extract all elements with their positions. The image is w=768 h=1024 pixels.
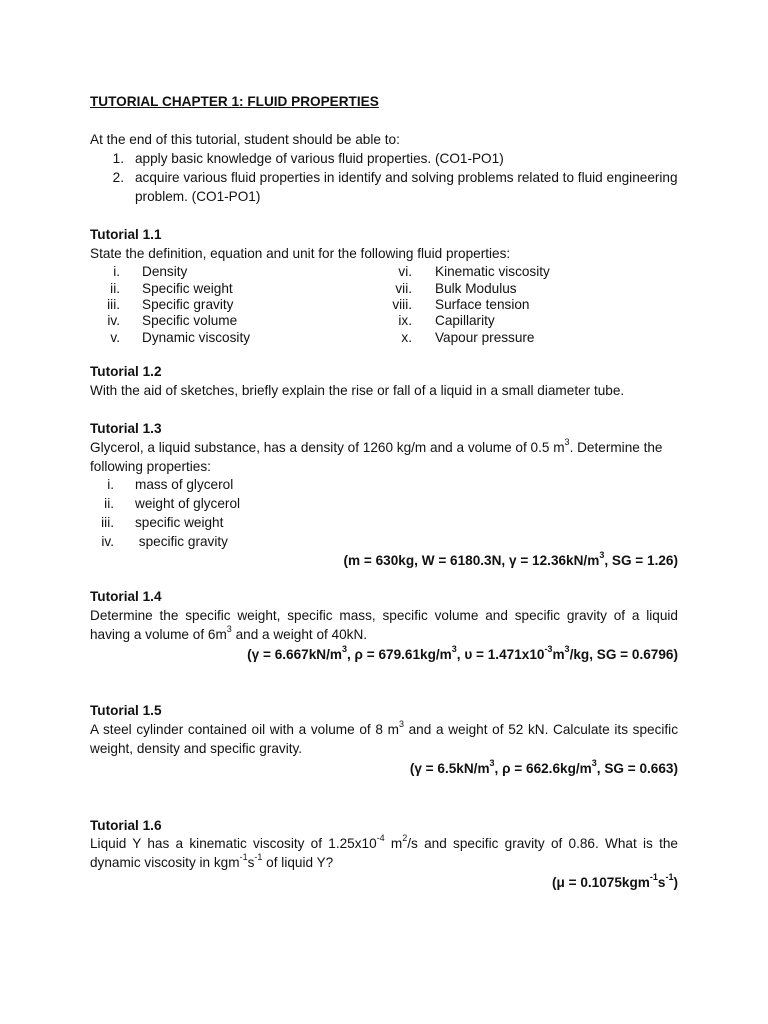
property-number: ii. bbox=[110, 281, 120, 296]
outcome-text: acquire various fluid properties in identify and solving problems related to fluid engineering bbox=[135, 170, 678, 185]
tutorial-1-5-heading: Tutorial 1.5 bbox=[90, 703, 162, 718]
outcome-text-continued: problem. (CO1-PO1) bbox=[135, 189, 261, 204]
property-number: viii. bbox=[392, 297, 412, 312]
question-item-number: i. bbox=[107, 477, 114, 492]
property-name: Surface tension bbox=[435, 297, 530, 312]
property-number: vi. bbox=[398, 264, 412, 279]
intro-lead: At the end of this tutorial, student should be able to: bbox=[90, 132, 400, 147]
property-number: vii. bbox=[395, 281, 412, 296]
tutorial-1-3-answer: (m = 630kg, W = 6180.3N, $\gamma = 12.36kN/m^3$, SG = 1.26) bbox=[343, 550, 678, 568]
page-title: TUTORIAL CHAPTER 1: FLUID PROPERTIES bbox=[90, 94, 379, 109]
tutorial-1-4-text: Determine the specific weight, specific mass, specific volume and specific gravity of a liquid having a volume of $6m^3$ and a weight of 40kN. bbox=[90, 608, 678, 642]
property-name: Specific volume bbox=[142, 313, 238, 328]
property-name: Capillarity bbox=[435, 313, 495, 328]
property-number: ix. bbox=[398, 313, 412, 328]
question-item: specific gravity bbox=[135, 534, 228, 549]
tutorial-1-6-heading: Tutorial 1.6 bbox=[90, 818, 162, 833]
question-item-number: iv. bbox=[101, 534, 114, 549]
property-name: Kinematic viscosity bbox=[435, 264, 550, 279]
outcome-text: apply basic knowledge of various fluid properties. (CO1-PO1) bbox=[135, 151, 504, 166]
tutorial-1-6-text: Liquid Y has a kinematic viscosity of $1.25x10^{-4}$ $m^2/s$ and specific gravity of 0.86. What is the dynamic viscosity in $kgm^{-1}s^{-1}$ of liquid Y? bbox=[90, 833, 678, 870]
tutorial-1-4-heading: Tutorial 1.4 bbox=[90, 589, 162, 604]
property-number: v. bbox=[110, 330, 120, 345]
tutorial-1-3-text-continued: following properties: bbox=[90, 459, 211, 474]
tutorial-1-6-answer: $(\mu = 0.1075kgm^{-1}s^{-1})$ bbox=[552, 872, 678, 890]
property-name: Specific weight bbox=[142, 281, 233, 296]
question-item: weight of glycerol bbox=[135, 496, 241, 511]
property-name: Specific gravity bbox=[142, 297, 234, 312]
tutorial-1-3-text: Glycerol, a liquid substance, has a density of 1260 kg/m and a volume of 0.5 $m^3$. Determine the bbox=[90, 437, 663, 455]
property-number: iii. bbox=[107, 297, 120, 312]
question-item: mass of glycerol bbox=[135, 477, 234, 492]
tutorial-1-2-heading: Tutorial 1.2 bbox=[90, 364, 162, 379]
tutorial-1-3-heading: Tutorial 1.3 bbox=[90, 421, 162, 436]
question-item: specific weight bbox=[135, 515, 224, 530]
question-item-number: ii. bbox=[104, 496, 114, 511]
property-number: iv. bbox=[107, 313, 120, 328]
tutorial-1-2-text: With the aid of sketches, briefly explain the rise or fall of a liquid in a small diameter tube. bbox=[90, 383, 625, 398]
question-item-number: iii. bbox=[101, 515, 114, 530]
tutorial-1-1-heading: Tutorial 1.1 bbox=[90, 227, 162, 242]
outcome-number: 1. bbox=[112, 151, 124, 166]
property-name: Density bbox=[142, 264, 188, 279]
property-number: i. bbox=[113, 264, 120, 279]
property-name: Bulk Modulus bbox=[435, 281, 517, 296]
property-name: Dynamic viscosity bbox=[142, 330, 251, 345]
property-name: Vapour pressure bbox=[435, 330, 535, 345]
tutorial-1-5-answer: ($\gamma = 6.5kN/m^3$, $\rho = 662.6kg/m^3$, SG = 0.663) bbox=[409, 758, 678, 776]
tutorial-1-4-answer: ($\gamma = 6.667kN/m^3$, $\rho = 679.61kg/m^3$, $\upsilon = 1.471x10^{-3}m^3/kg$, SG = 0.6796) bbox=[247, 644, 678, 662]
tutorial-1-1-text: State the definition, equation and unit for the following fluid properties: bbox=[90, 246, 511, 261]
tutorial-1-5-text: A steel cylinder contained oil with a volume of 8 $m^3$ and a weight of 52 kN. Calculate its specific weight, density and specific gravity. bbox=[90, 719, 678, 756]
outcome-number: 2. bbox=[112, 170, 124, 185]
property-number: x. bbox=[401, 330, 412, 345]
